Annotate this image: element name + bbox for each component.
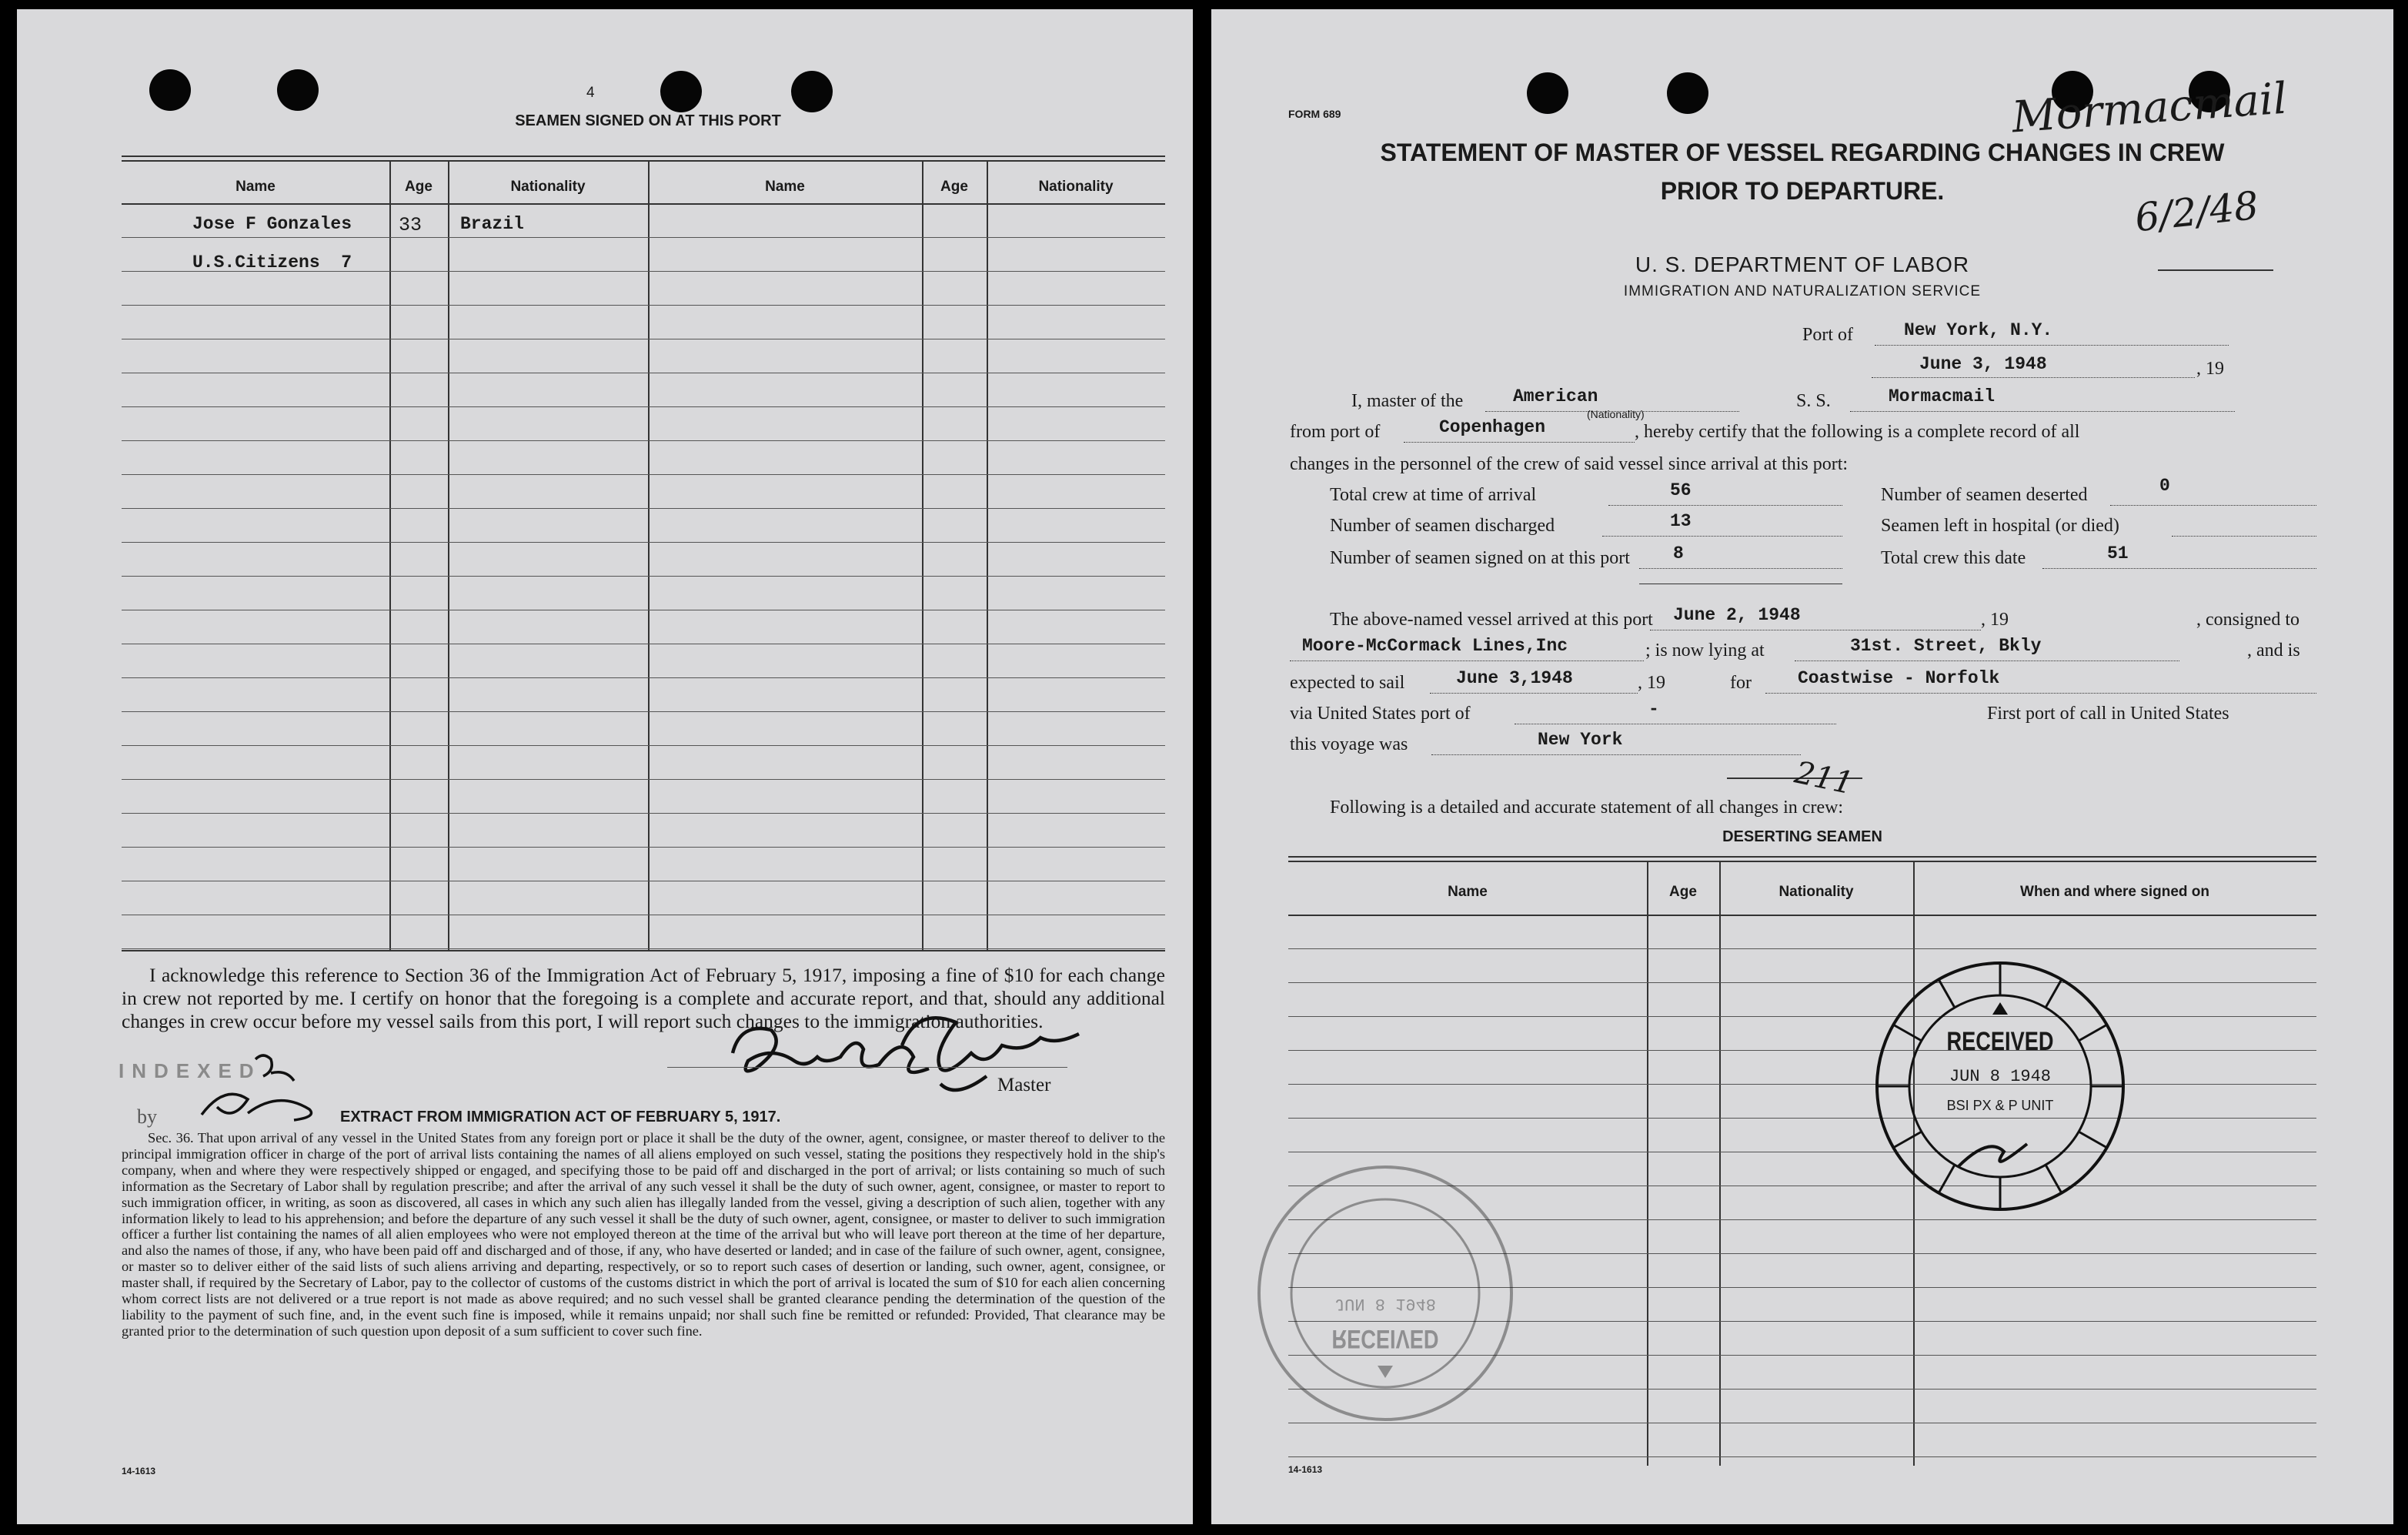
table-row-line — [122, 779, 1165, 780]
punch-hole — [149, 69, 191, 111]
form-code: 14-1613 — [122, 1466, 156, 1476]
extract-title: EXTRACT FROM IMMIGRATION ACT OF FEBRUARY 5, 1917. — [340, 1109, 781, 1125]
signed-on-value: 8 — [1673, 543, 1684, 564]
col-header-nationality: Nationality — [510, 179, 586, 195]
acknowledgment-text: I acknowledge this reference to Section 36 of the Immigration Act of February 5, 1917, imposing a fine of $10 for each change in crew not reported by me. I certify on honor that the foregoing is a complete and accurate report, and that, should any additional changes in crew occur before my vessel sails from this port, I will report such changes to the immigration authorities. — [122, 964, 1165, 1032]
discharged-value: 13 — [1670, 511, 1692, 531]
table-row-line — [1288, 1050, 2316, 1051]
deserted-label: Number of seamen deserted — [1881, 485, 2088, 505]
consignee-value: Moore-McCormack Lines,Inc — [1302, 636, 1568, 656]
table-body — [122, 203, 1165, 950]
table-row-line — [122, 576, 1165, 577]
table-row-line — [122, 406, 1165, 407]
received-label: RECEIVED — [1946, 1027, 2054, 1056]
consigned-label: , consigned to — [2196, 610, 2299, 630]
table-row-line — [122, 440, 1165, 441]
table-row-line — [1288, 982, 2316, 983]
row-1-name: Jose F Gonzales — [192, 214, 352, 234]
faint-received-stamp — [1254, 1162, 1516, 1424]
expected-label: expected to sail — [1290, 673, 1405, 693]
table-row-line — [122, 474, 1165, 475]
col-header-nationality-2: Nationality — [1038, 179, 1114, 195]
right-form-code: 14-1613 — [1288, 1464, 1323, 1475]
ship-value: Mormacmail — [1889, 386, 1996, 406]
nationality-value: American — [1513, 386, 1598, 406]
hospital-label: Seamen left in hospital (or died) — [1881, 516, 2119, 536]
discharged-label: Number of seamen discharged — [1330, 516, 1555, 536]
faint-received-label: RECEIVED — [1331, 1324, 1439, 1353]
desert-col-nationality: Nationality — [1778, 884, 1854, 900]
indexed-stamp: INDEXED — [119, 1059, 262, 1082]
total-arrival-label: Total crew at time of arrival — [1330, 485, 1537, 505]
nationality-caption: (Nationality) — [1587, 408, 1645, 420]
punch-hole — [277, 69, 319, 111]
voyage-label: this voyage was — [1290, 734, 1408, 754]
col-header-age-2: Age — [940, 179, 968, 195]
deserting-title: DESERTING SEAMEN — [1722, 828, 1882, 845]
port-label: Port of — [1802, 325, 1853, 345]
expected-value: June 3,1948 — [1456, 668, 1573, 688]
signed-on-label: Number of seamen signed on at this port — [1330, 548, 1630, 568]
from-port-label: from port of — [1290, 422, 1381, 442]
handwritten-number: 211 — [1792, 754, 1857, 802]
table-row-line — [1288, 1016, 2316, 1017]
via-label: via United States port of — [1290, 704, 1471, 724]
form-title-line2: PRIOR TO DEPARTURE. — [1660, 177, 1945, 205]
row-2-name: U.S.Citizens 7 — [192, 252, 352, 273]
master-label: Master — [997, 1075, 1051, 1095]
arrived-year: , 19 — [1981, 610, 2009, 630]
desert-col-when-where: When and where signed on — [2020, 884, 2209, 900]
table-row-line — [122, 677, 1165, 678]
desert-col-age: Age — [1669, 884, 1697, 900]
arrived-value: June 2, 1948 — [1673, 605, 1801, 625]
port-value: New York, N.Y. — [1904, 320, 2053, 340]
master-signature — [710, 1007, 1171, 1115]
received-unit: BSI PX & P UNIT — [1946, 1098, 2054, 1113]
from-port-value: Copenhagen — [1439, 417, 1546, 437]
via-value: - — [1648, 699, 1659, 719]
voyage-value: New York — [1538, 730, 1623, 750]
col-header-name-2: Name — [765, 179, 805, 195]
ss-label: S. S. — [1796, 391, 1831, 411]
table-row-line — [1288, 1084, 2316, 1085]
col-header-name: Name — [235, 179, 276, 195]
deserted-value: 0 — [2159, 476, 2170, 496]
form-label: FORM 689 — [1288, 108, 1341, 120]
first-port-label: First port of call in United States — [1987, 704, 2229, 724]
row-1-nationality: Brazil — [460, 214, 524, 234]
table-row-line — [122, 508, 1165, 509]
date-value: June 3, 1948 — [1919, 354, 2047, 374]
extract-text: Sec. 36. That upon arrival of any vessel in the United States from any foreign port or place it shall be the duty of the owner, agent, consignee, or master thereof to deliver to the principal immigration officer in charge of the port of arrival lists containing the names of all aliens employed on such vessel, stating the positions they respectively hold in the ship's company, when and where they were respectively shipped or engaged, and specifying those to be paid off and discharged in the port of arrival; or lists containing so much of such information as the Secretary of Labor shall by regulation prescribe; and after the arrival of any such vessel it shall be the duty of such owner, agent, consignee, or master to report to such immigration officer, in writing, as soon as discovered, all cases in which any such alien has illegally landed from the vessel, giving a description of such alien, together with any information likely to lead to his apprehension; and before the departure of any such vessel it shall be the duty of such owner, agent, consignee, or master to deliver to such immigration officer a further list containing the names of all alien employees who were not employed thereon at the time of the arrival but who will leave port thereon at the time of her departure, and also the names of those, if any, who have been paid off and discharged and of those, if any, who have deserted or landed; and in case of the failure of such owner, agent, consignee, or master so to deliver either of the said lists of such aliens arriving and departing, respectively, or so to report such cases of desertion or landing, such owner, agent, consignee, or master shall, if required by the Secretary of Labor, pay to the collector of customs of the customs district in which the port of arrival is located the sum of $10 for each alien concerning whom correct lists are not delivered or a true report is not made as above required; and no such vessel shall be granted clearance pending the determination of the question of the liability to the payment of such fine, and, in the event such fine is imposed, while it remains unpaid; nor shall such fine be remitted or refunded: Provided, That clearance may be granted prior to the determination of such question upon deposit of a sum sufficient to cover such fine. — [122, 1130, 1165, 1339]
received-stamp — [1873, 959, 2127, 1213]
punch-hole — [1527, 72, 1568, 114]
form-title-line1: STATEMENT OF MASTER OF VESSEL REGARDING CHANGES IN CREW — [1380, 139, 2225, 166]
section-title: SEAMEN SIGNED ON AT THIS PORT — [515, 112, 781, 129]
total-date-label: Total crew this date — [1881, 548, 2026, 568]
right-page — [1211, 9, 2393, 1524]
punch-hole — [1667, 72, 1708, 114]
total-date-value: 51 — [2107, 543, 2129, 564]
service: IMMIGRATION AND NATURALIZATION SERVICE — [1623, 283, 1982, 299]
page-number: 4 — [586, 85, 595, 101]
row-1-age: 33 — [399, 214, 422, 236]
table-row-line — [122, 745, 1165, 746]
lying-label: ; is now lying at — [1645, 640, 1765, 660]
lying-value: 31st. Street, Bkly — [1850, 636, 2042, 656]
following-text: Following is a detailed and accurate statement of all changes in crew: — [1330, 798, 1844, 818]
certify-text-2: changes in the personnel of the crew of said vessel since arrival at this port: — [1290, 454, 1849, 474]
punch-hole — [660, 71, 702, 112]
table-row-line — [122, 237, 1165, 238]
left-page — [17, 9, 1193, 1524]
table-row-line — [122, 305, 1165, 306]
arrived-label: The above-named vessel arrived at this port — [1330, 610, 1653, 630]
master-of-label: I, master of the — [1351, 391, 1464, 411]
punch-hole — [791, 71, 833, 112]
table-row-line — [1288, 948, 2316, 949]
date-year: , 19 — [2196, 359, 2224, 379]
table-row-line — [122, 948, 1165, 949]
handwritten-date: 6/2/48 — [2132, 182, 2261, 241]
expected-year: , 19 — [1638, 673, 1665, 693]
col-header-age: Age — [405, 179, 433, 195]
table-row-line — [122, 847, 1165, 848]
and-is-label: , and is — [2247, 640, 2300, 660]
table-row-line — [122, 711, 1165, 712]
desert-col-name: Name — [1448, 884, 1488, 900]
department: U. S. DEPARTMENT OF LABOR — [1635, 252, 1970, 276]
certify-text: , hereby certify that the following is a complete record of all — [1635, 422, 2080, 442]
table-row-line — [1288, 1456, 2316, 1457]
for-label: for — [1730, 673, 1752, 693]
faint-received-date: JUN 8 1948 — [1334, 1294, 1437, 1313]
received-date: JUN 8 1948 — [1949, 1067, 2052, 1086]
for-value: Coastwise - Norfolk — [1798, 668, 2000, 688]
handwritten-ship: Mormacmail — [2010, 73, 2289, 143]
seamen-table — [122, 156, 1165, 950]
table-row-line — [122, 542, 1165, 543]
table-row-line — [122, 813, 1165, 814]
total-arrival-value: 56 — [1670, 480, 1692, 500]
by-label: by — [137, 1105, 157, 1128]
table-row-line — [1288, 1118, 2316, 1119]
